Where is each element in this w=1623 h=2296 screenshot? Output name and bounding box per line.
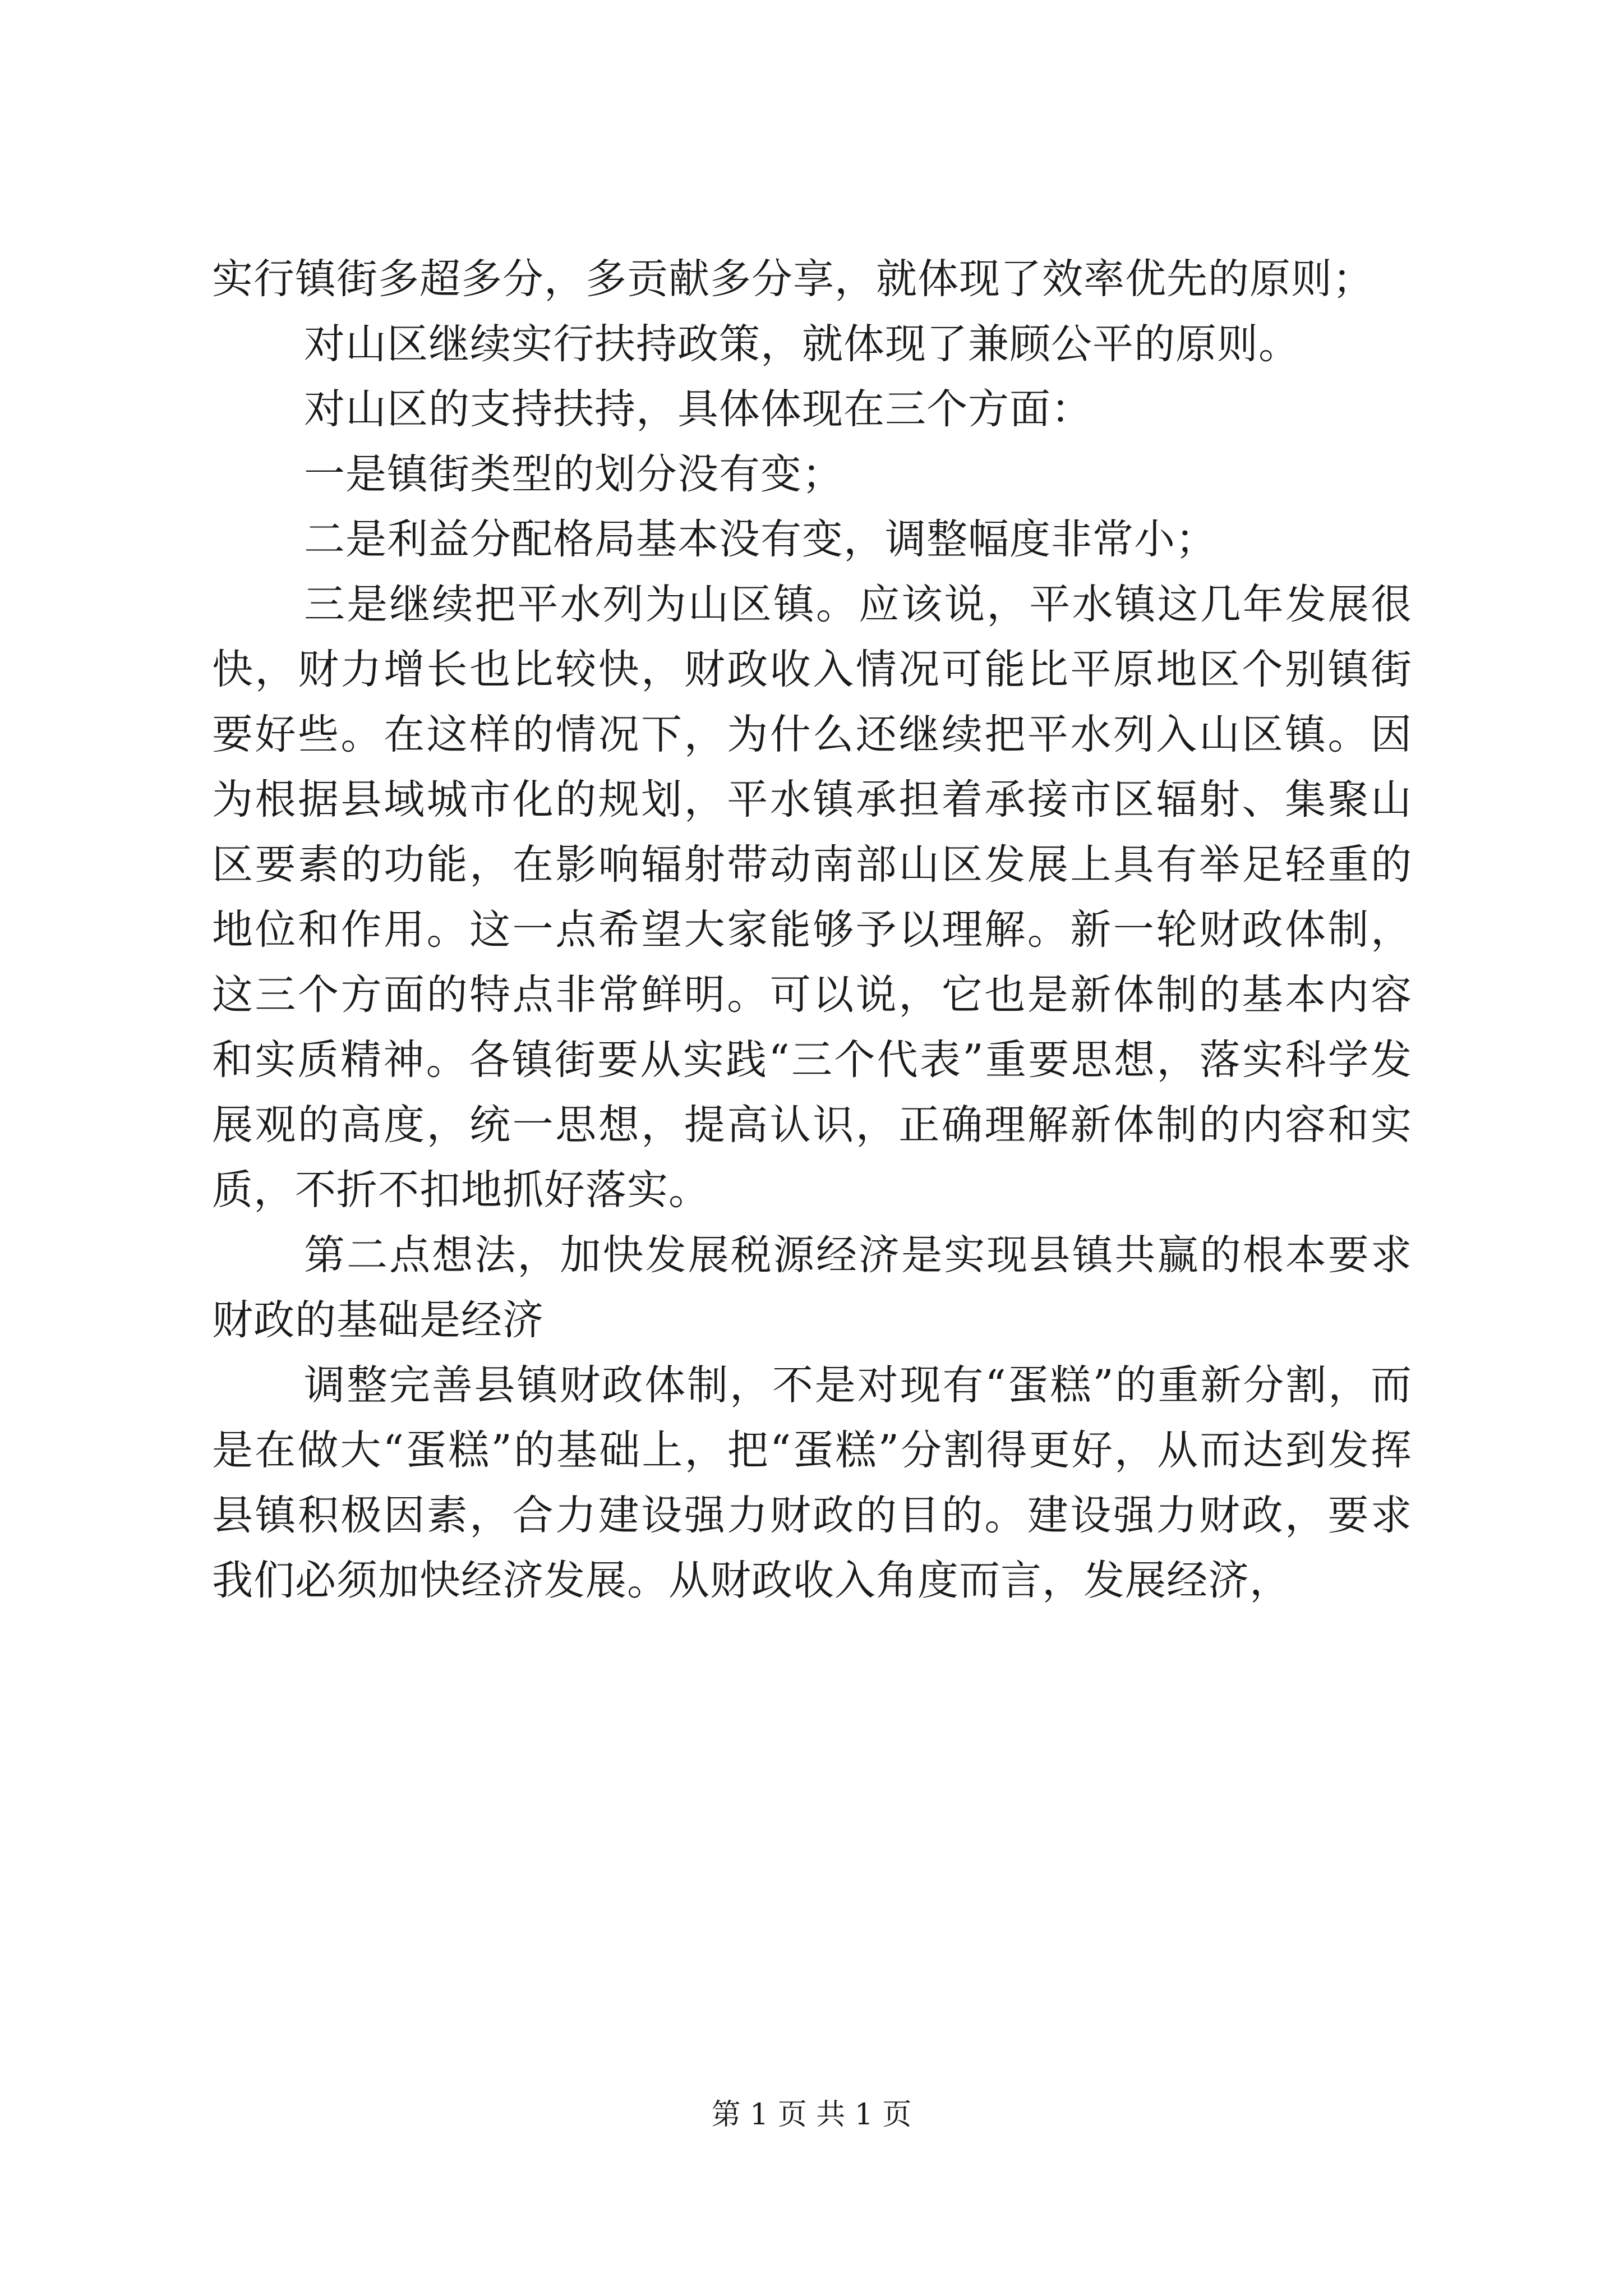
page-number-label: 第 1 页 共 1 页 — [711, 2098, 912, 2132]
paragraph-4: 一是镇街类型的划分没有变； — [304, 450, 843, 498]
paragraph-1: 实行镇街多超多分，多贡献多分享，就体现了效率优先的原则； — [212, 255, 1374, 303]
paragraph-3: 对山区的支持扶持，具体体现在三个方面： — [304, 385, 1092, 433]
paragraph-6: 三是继续把平水列为山区镇。应该说，平水镇这几年发展很快，财力增长也比较快，财政收入情况可能比平原地区个别镇街要好些。在这样的情况下，为什么还继续把平水列入山区镇。因为根据县域城市化的规划，平水镇承担着承接市区辐射、集聚山区要素的功能，在影响辐射带动南部山区发展上具有举足轻重的地位和作用。这一点希望大家能够予以理解。新一轮财政体制，这三个方面的特点非常鲜明。可以说，它也是新体制的基本内容和实质精神。各镇街要从实践“三个代表”重要思想，落实科学发展观的高度，统一思想，提高认识，正确理解新体制的内容和实质，不折不扣地抓好落实。 — [212, 581, 1412, 1214]
paragraph-2: 对山区继续实行扶持政策，就体现了兼顾公平的原则。 — [304, 320, 1300, 368]
paragraph-7: 第二点想法，加快发展税源经济是实现县镇共赢的根本要求财政的基础是经济 — [212, 1231, 1412, 1344]
page-footer — [0, 2095, 1623, 2134]
paragraph-5: 二是利益分配格局基本没有变，调整幅度非常小； — [304, 516, 1217, 563]
paragraph-8: 调整完善县镇财政体制，不是对现有“蛋糕”的重新分割，而是在做大“蛋糕”的基础上，把“蛋糕”分割得更好，从而达到发挥县镇积极因素，合力建设强力财政的目的。建设强力财政，要求我们必须加快经济发展。从财政收入角度而言，发展经济， — [212, 1361, 1412, 1604]
document-body — [212, 247, 1412, 1613]
